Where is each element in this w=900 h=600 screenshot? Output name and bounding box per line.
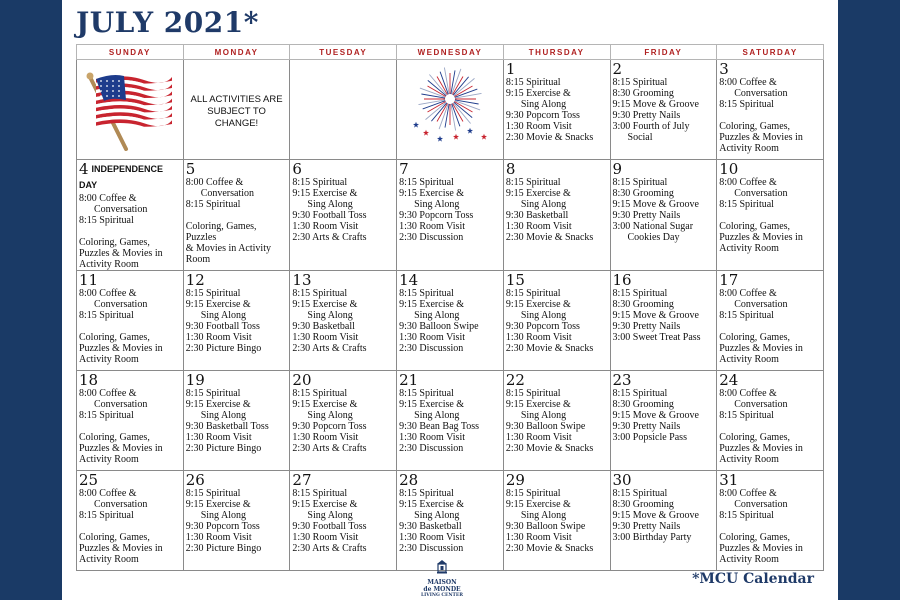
calendar-week-row: [77, 160, 824, 271]
day-number-text: 18: [79, 371, 99, 389]
activity-list: 8:15 Spiritual 9:15 Exercise & Sing Along 9:30 Balloon Swipe 1:30 Room Visit 2:30 Movie & Snacks: [505, 488, 594, 554]
calendar-day-cell: [77, 471, 184, 571]
calendar-week-row: [77, 271, 824, 371]
calendar-day-cell: [503, 471, 610, 571]
activity-list: 8:00 Coffee & Conversation 8:15 Spiritual Coloring, Games, Puzzles & Movies in Activity Room: [719, 288, 803, 365]
day-number-text: 17: [719, 271, 739, 289]
calendar-day-cell: [503, 160, 610, 271]
weekday-header: THURSDAY: [503, 45, 610, 60]
weekday-header: TUESDAY: [290, 45, 397, 60]
day-number-text: 4: [79, 160, 89, 178]
activity-list: 8:15 Spiritual 9:15 Exercise & Sing Along 9:30 Popcorn Toss 1:30 Room Visit 2:30 Discussion: [399, 177, 474, 243]
day-number: [399, 372, 501, 388]
calendar-day-cell: [397, 160, 504, 271]
day-number: [613, 61, 715, 77]
activity-list: 8:15 Spiritual 8:30 Grooming 9:15 Move & Groove 9:30 Pretty Nails 3:00 National Sugar Cookies Day: [612, 177, 699, 243]
calendar-day-cell: [290, 471, 397, 571]
activity-list: 8:15 Spiritual 8:30 Grooming 9:15 Move & Groove 9:30 Pretty Nails 3:00 Sweet Treat Pass: [612, 288, 701, 343]
day-number: [399, 272, 501, 288]
activity-list: 8:15 Spiritual 9:15 Exercise & Sing Along 9:30 Popcorn Toss 1:30 Room Visit 2:30 Movie & Snacks: [505, 77, 594, 143]
weekday-header: FRIDAY: [610, 45, 717, 60]
activity-list: 8:15 Spiritual 8:30 Grooming 9:15 Move & Groove 9:30 Pretty Nails 3:00 Popsicle Pass: [612, 388, 699, 443]
activity-list: 8:15 Spiritual 9:15 Exercise & Sing Along 9:30 Bean Bag Toss 1:30 Room Visit 2:30 Discussion: [399, 388, 480, 454]
calendar-day-cell: [717, 471, 824, 571]
day-number: [613, 472, 715, 488]
calendar-day-cell: [717, 371, 824, 471]
activity-list: 8:15 Spiritual 9:15 Exercise & Sing Along 9:30 Popcorn Toss 1:30 Room Visit 2:30 Movie & Snacks: [505, 288, 594, 354]
day-number: [613, 161, 715, 177]
calendar-day-cell: [183, 160, 290, 271]
logo-name-line1: MAISON: [427, 579, 457, 586]
day-number: [719, 472, 821, 488]
day-number: [506, 161, 608, 177]
calendar-day-cell: [610, 471, 717, 571]
day-number-text: 28: [399, 471, 419, 489]
calendar-day-cell: [290, 271, 397, 371]
activity-list: 8:00 Coffee & Conversation 8:15 Spiritual Coloring, Games, Puzzles & Movies in Activity Room: [719, 77, 803, 154]
day-number: [186, 472, 288, 488]
calendar-week-row: [77, 471, 824, 571]
activity-list: 8:15 Spiritual 9:15 Exercise & Sing Along 9:30 Balloon Swipe 1:30 Room Visit 2:30 Movie & Snacks: [505, 388, 594, 454]
activity-list: 8:15 Spiritual 9:15 Exercise & Sing Along 9:30 Football Toss 1:30 Room Visit 2:30 Arts & Crafts: [292, 177, 367, 243]
activity-list: 8:00 Coffee & Conversation 8:15 Spiritual Coloring, Games, Puzzles & Movies in Activity Room: [79, 488, 163, 565]
day-number: [613, 372, 715, 388]
day-number: [719, 372, 821, 388]
lantern-icon: [434, 560, 450, 574]
calendar-week-row: [77, 371, 824, 471]
day-number: [186, 272, 288, 288]
day-number: [613, 272, 715, 288]
day-number-text: 2: [612, 60, 623, 78]
day-number-text: 6: [292, 160, 302, 178]
schedule-change-notice: ALL ACTIVITIES ARE SUBJECT TO CHANGE!: [190, 94, 283, 129]
day-number: [399, 472, 501, 488]
day-number-text: 11: [79, 271, 99, 289]
day-number-text: 10: [719, 160, 739, 178]
activity-list: 8:15 Spiritual 8:30 Grooming 9:15 Move & Groove 9:30 Pretty Nails 3:00 Birthday Party: [612, 488, 699, 543]
calendar-blank-cell: [290, 60, 397, 160]
day-number-text: 29: [505, 471, 525, 489]
activity-list: 8:00 Coffee & Conversation 8:15 Spiritual Coloring, Games, Puzzles & Movies in Activity Room: [719, 177, 803, 254]
page-title: JULY 2021*: [76, 6, 259, 39]
day-number: [719, 272, 821, 288]
holiday-label: INDEPENDENCE DAY: [79, 164, 164, 190]
calendar-grid: [76, 44, 824, 571]
calendar-day-cell: [610, 60, 717, 160]
calendar-day-cell: [717, 160, 824, 271]
day-number-text: 19: [185, 371, 205, 389]
calendar-day-cell: [717, 60, 824, 160]
calendar-day-cell: [77, 271, 184, 371]
day-number-text: 23: [612, 371, 632, 389]
day-number-text: 14: [399, 271, 419, 289]
weekday-header: SUNDAY: [77, 45, 184, 60]
calendar-day-cell: [77, 371, 184, 471]
activity-list: 8:00 Coffee & Conversation 8:15 Spiritual Coloring, Games, Puzzles & Movies in Activity Room: [79, 193, 163, 270]
activity-list: 8:00 Coffee & Conversation 8:15 Spiritual Coloring, Games, Puzzles & Movies in Activity Room: [79, 388, 163, 465]
day-number-text: 8: [505, 160, 516, 178]
day-number-text: 16: [612, 271, 632, 289]
day-number-text: 31: [719, 471, 739, 489]
day-number-text: 12: [185, 271, 205, 289]
calendar-blank-cell: [183, 60, 290, 160]
fireworks-icon: [404, 67, 496, 147]
activity-list: 8:15 Spiritual 9:15 Exercise & Sing Along 9:30 Football Toss 1:30 Room Visit 2:30 Picture Bingo: [185, 288, 262, 354]
day-number-text: 25: [79, 471, 99, 489]
calendar-day-cell: [183, 271, 290, 371]
american-flag-icon: [84, 67, 176, 151]
activity-list: 8:00 Coffee & Conversation 8:15 Spiritual Coloring, Games, Puzzles & Movies in Activity Room: [719, 488, 803, 565]
activity-list: 8:15 Spiritual 9:15 Exercise & Sing Along 9:30 Basketball 1:30 Room Visit 2:30 Movie & Snacks: [505, 177, 594, 243]
day-number: [79, 372, 181, 388]
logo-subtitle: LIVING CENTER: [420, 593, 464, 598]
day-number-text: 26: [185, 471, 205, 489]
day-number: [292, 472, 394, 488]
calendar-day-cell: [77, 160, 184, 271]
activity-list: 8:15 Spiritual 8:30 Grooming 9:15 Move & Groove 9:30 Pretty Nails 3:00 Fourth of July Social: [612, 77, 699, 143]
day-number-text: 22: [505, 371, 525, 389]
day-number-text: 30: [612, 471, 632, 489]
calendar-blank-cell: [397, 60, 504, 160]
day-number: [719, 161, 821, 177]
logo-name-line2: de MONDE: [423, 586, 461, 593]
day-number: [506, 272, 608, 288]
calendar-day-cell: [610, 371, 717, 471]
calendar-day-cell: [503, 271, 610, 371]
activity-list: 8:15 Spiritual 9:15 Exercise & Sing Along 9:30 Popcorn Toss 1:30 Room Visit 2:30 Picture Bingo: [185, 488, 262, 554]
day-number: [399, 161, 501, 177]
day-number-text: 1: [505, 60, 516, 78]
activity-list: 8:00 Coffee & Conversation 8:15 Spiritual Coloring, Games, Puzzles & Movies in Activity Room: [719, 388, 803, 465]
day-number-text: 21: [399, 371, 419, 389]
activity-list: 8:15 Spiritual 9:15 Exercise & Sing Along 9:30 Basketball 1:30 Room Visit 2:30 Discussion: [399, 488, 466, 554]
weekday-header: WEDNESDAY: [397, 45, 504, 60]
calendar-day-cell: [397, 471, 504, 571]
calendar-page: [62, 0, 838, 600]
activity-list: 8:00 Coffee & Conversation 8:15 Spiritual Coloring, Games, Puzzles & Movies in Activity Room: [185, 177, 271, 265]
activity-list: 8:15 Spiritual 9:15 Exercise & Sing Along 9:30 Football Toss 1:30 Room Visit 2:30 Arts & Crafts: [292, 488, 367, 554]
day-number: [292, 161, 394, 177]
day-number-text: 15: [505, 271, 525, 289]
day-number: [292, 272, 394, 288]
activity-list: 8:15 Spiritual 9:15 Exercise & Sing Along 9:30 Balloon Swipe 1:30 Room Visit 2:30 Discussion: [399, 288, 479, 354]
calendar-day-cell: [183, 371, 290, 471]
calendar-day-cell: [397, 371, 504, 471]
calendar-blank-cell: [77, 60, 184, 160]
day-number-text: 3: [719, 60, 729, 78]
activity-list: 8:15 Spiritual 9:15 Exercise & Sing Along 9:30 Popcorn Toss 1:30 Room Visit 2:30 Arts & Crafts: [292, 388, 367, 454]
activity-list: 8:15 Spiritual 9:15 Exercise & Sing Along 9:30 Basketball 1:30 Room Visit 2:30 Arts & Crafts: [292, 288, 367, 354]
day-number: [79, 161, 181, 193]
calendar-week-row: [77, 60, 824, 160]
day-number-text: 5: [185, 160, 196, 178]
day-number-text: 27: [292, 471, 312, 489]
day-number-text: 13: [292, 271, 312, 289]
day-number: [719, 61, 821, 77]
calendar-day-cell: [717, 271, 824, 371]
activity-list: 8:15 Spiritual 9:15 Exercise & Sing Along 9:30 Basketball Toss 1:30 Room Visit 2:30 Picture Bingo: [185, 388, 269, 454]
day-number: [186, 372, 288, 388]
facility-logo: [412, 560, 472, 596]
day-number-text: 7: [399, 160, 409, 178]
day-number: [506, 61, 608, 77]
calendar-day-cell: [610, 160, 717, 271]
calendar-day-cell: [503, 60, 610, 160]
day-number: [79, 272, 181, 288]
day-number: [506, 372, 608, 388]
day-number-text: 24: [719, 371, 739, 389]
calendar-day-cell: [503, 371, 610, 471]
calendar-day-cell: [183, 471, 290, 571]
calendar-day-cell: [290, 371, 397, 471]
day-number: [506, 472, 608, 488]
weekday-header: SATURDAY: [717, 45, 824, 60]
day-number-text: 20: [292, 371, 312, 389]
calendar-footnote: *MCU Calendar: [692, 571, 814, 587]
calendar-day-cell: [610, 271, 717, 371]
weekday-header: MONDAY: [183, 45, 290, 60]
day-number-text: 9: [612, 160, 623, 178]
calendar-day-cell: [397, 271, 504, 371]
day-number: [292, 372, 394, 388]
day-number: [79, 472, 181, 488]
weekday-header-row: [77, 45, 824, 60]
calendar-day-cell: [290, 160, 397, 271]
activity-list: 8:00 Coffee & Conversation 8:15 Spiritual Coloring, Games, Puzzles & Movies in Activity Room: [79, 288, 163, 365]
day-number: [186, 161, 288, 177]
